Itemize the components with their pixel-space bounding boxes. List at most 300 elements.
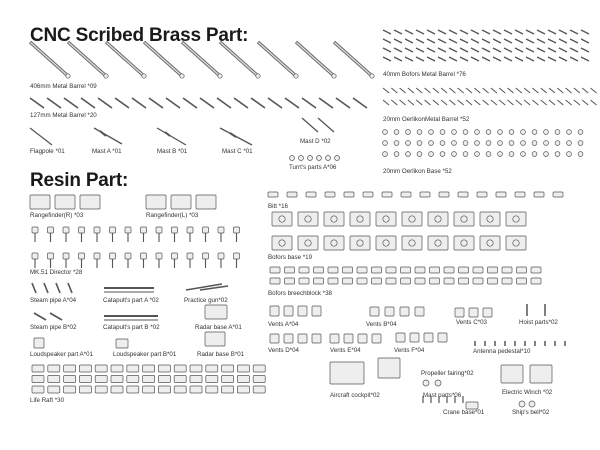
- mk51-director: [156, 253, 162, 259]
- mk51-director: [63, 227, 69, 233]
- oerlikon-base: [567, 141, 572, 146]
- bofors-barrel: [438, 48, 446, 52]
- bofors-barrel: [394, 30, 402, 34]
- mast-a: [94, 128, 122, 144]
- bofors-breechblock: [372, 267, 382, 273]
- life-raft: [32, 376, 44, 383]
- life-raft: [79, 376, 91, 383]
- mk51-director: [187, 253, 193, 259]
- bofors-breechblock: [473, 278, 483, 284]
- mk51-director: [79, 253, 85, 259]
- oerlikon-base: [509, 152, 514, 157]
- label-mast-parts: Mast parts*06: [423, 392, 462, 399]
- bofors-breechblock: [531, 278, 541, 284]
- bofors-barrel: [515, 39, 523, 43]
- oerlikon-barrel: [408, 88, 414, 93]
- bofors-barrel: [416, 57, 424, 61]
- mk51-director: [187, 227, 193, 233]
- bofors-breechblock: [299, 278, 309, 284]
- bofors-barrel: [559, 30, 567, 34]
- oerlikon-barrel: [516, 88, 522, 93]
- life-raft: [158, 376, 170, 383]
- oerlikon-barrel: [508, 88, 514, 93]
- label-crane-base: Crane base*01: [443, 409, 485, 416]
- barrel-127mm: [98, 98, 112, 108]
- oerlikon-base: [521, 141, 526, 146]
- turret-part: [326, 156, 331, 161]
- bofors-barrel: [471, 39, 479, 43]
- vents-e: [358, 334, 367, 343]
- label-127mm-barrel: 127mm Metal Barrel *20: [30, 112, 97, 119]
- vents-d: [298, 334, 307, 343]
- mast-b: [157, 128, 186, 145]
- oerlikon-barrel: [582, 88, 588, 93]
- vents-c: [483, 308, 492, 317]
- radar-base-b: [205, 332, 225, 346]
- life-raft: [127, 386, 139, 393]
- vents-d: [312, 334, 321, 343]
- bofors-barrel: [394, 39, 402, 43]
- label-aircraft-cockpit: Aircraft cockpit*02: [330, 392, 380, 399]
- barrel-127mm: [81, 98, 95, 108]
- oerlikon-barrel: [491, 88, 497, 93]
- mk51-director: [234, 253, 240, 259]
- life-raft: [190, 365, 202, 372]
- ships-bell: [529, 401, 535, 407]
- oerlikon-base: [544, 152, 549, 157]
- vents-a: [284, 306, 293, 316]
- life-raft: [48, 365, 60, 372]
- oerlikon-barrel: [400, 100, 406, 105]
- bofors-breechblock: [473, 267, 483, 273]
- oerlikon-barrel: [499, 100, 505, 105]
- bitt: [515, 192, 525, 197]
- life-raft: [48, 376, 60, 383]
- life-raft: [174, 365, 186, 372]
- mk51-director: [48, 227, 54, 233]
- oerlikon-barrel: [541, 100, 547, 105]
- life-raft: [143, 365, 155, 372]
- life-raft: [95, 365, 107, 372]
- life-raft: [206, 376, 218, 383]
- oerlikon-barrel: [466, 88, 472, 93]
- steam-pipe-b: [50, 313, 62, 320]
- oerlikon-barrel: [549, 100, 555, 105]
- bofors-barrel: [526, 39, 534, 43]
- crane-base: [466, 402, 478, 409]
- oerlikon-barrel: [416, 88, 422, 93]
- bofors-barrel: [427, 57, 435, 61]
- turret-part: [308, 156, 313, 161]
- bofors-barrel: [537, 48, 545, 52]
- vents-b: [370, 307, 379, 316]
- bofors-barrel: [482, 30, 490, 34]
- label-antenna-pedestal: Antenna pedestal*10: [473, 348, 531, 355]
- oerlikon-barrel: [449, 88, 455, 93]
- barrel-127mm: [64, 98, 78, 108]
- oerlikon-base: [383, 152, 388, 157]
- oerlikon-barrel: [566, 100, 572, 105]
- life-raft: [190, 386, 202, 393]
- bofors-barrel: [416, 48, 424, 52]
- oerlikon-base: [532, 130, 537, 135]
- life-raft: [158, 386, 170, 393]
- bofors-barrel: [416, 39, 424, 43]
- life-raft: [64, 376, 76, 383]
- life-raft: [32, 386, 44, 393]
- bofors-breechblock: [357, 278, 367, 284]
- bofors-breechblock: [314, 267, 324, 273]
- barrel-127mm: [251, 98, 265, 108]
- label-oerlikon-barrel: 20mm OerlikonMetal Barrel *52: [383, 116, 470, 123]
- vents-f: [438, 333, 447, 342]
- rangefinder-r: [55, 195, 75, 209]
- bofors-barrel: [427, 48, 435, 52]
- bofors-barrel: [570, 30, 578, 34]
- turret-part: [335, 156, 340, 161]
- turret-part: [317, 156, 322, 161]
- bofors-barrel: [482, 48, 490, 52]
- oerlikon-barrel: [508, 100, 514, 105]
- oerlikon-base: [567, 130, 572, 135]
- bofors-barrel: [405, 39, 413, 43]
- oerlikon-barrel: [400, 88, 406, 93]
- bofors-barrel: [416, 30, 424, 34]
- oerlikon-base: [463, 130, 468, 135]
- bofors-barrel: [526, 30, 534, 34]
- barrel-127mm: [319, 98, 333, 108]
- bofors-barrel: [548, 57, 556, 61]
- label-electric-winch: Electric Winch *02: [502, 389, 553, 396]
- bofors-barrel: [515, 48, 523, 52]
- oerlikon-base: [532, 141, 537, 146]
- bofors-barrel: [526, 48, 534, 52]
- bitt: [534, 192, 544, 197]
- oerlikon-base: [417, 141, 422, 146]
- oerlikon-base: [509, 130, 514, 135]
- mk51-director: [218, 227, 224, 233]
- bofors-breechblock: [328, 278, 338, 284]
- oerlikon-barrel: [582, 100, 588, 105]
- bofors-barrel: [394, 57, 402, 61]
- bofors-barrel: [504, 39, 512, 43]
- oerlikon-barrel: [541, 88, 547, 93]
- mk51-director: [32, 253, 38, 259]
- oerlikon-barrel: [483, 88, 489, 93]
- barrel-127mm: [353, 98, 367, 108]
- bofors-barrel: [559, 39, 567, 43]
- steam-pipe-a: [56, 283, 60, 293]
- life-raft: [64, 386, 76, 393]
- bofors-barrel: [504, 30, 512, 34]
- bofors-breechblock: [415, 278, 425, 284]
- oerlikon-base: [452, 141, 457, 146]
- resin-section-title: Resin Part:: [30, 170, 129, 191]
- oerlikon-barrel: [425, 100, 431, 105]
- vents-b: [400, 307, 409, 316]
- mk51-director: [203, 253, 209, 259]
- oerlikon-barrel: [566, 88, 572, 93]
- oerlikon-barrel: [408, 100, 414, 105]
- oerlikon-base: [440, 130, 445, 135]
- oerlikon-base: [475, 141, 480, 146]
- label-vents-e: Vents E*04: [330, 347, 361, 354]
- mk51-director: [234, 227, 240, 233]
- life-raft: [64, 365, 76, 372]
- loudspeaker-part-a: [34, 338, 44, 348]
- label-radar-base-a: Radar base A*01: [195, 324, 242, 331]
- vents-a: [298, 306, 307, 316]
- oerlikon-base: [578, 130, 583, 135]
- bofors-barrel: [537, 39, 545, 43]
- barrel-127mm: [166, 98, 180, 108]
- vents-f: [424, 333, 433, 342]
- oerlikon-base: [452, 152, 457, 157]
- oerlikon-base: [555, 130, 560, 135]
- rangefinder-l: [146, 195, 166, 209]
- bofors-barrel: [559, 48, 567, 52]
- bofors-breechblock: [531, 267, 541, 273]
- turret-part: [299, 156, 304, 161]
- bofors-barrel: [548, 39, 556, 43]
- mk51-director: [63, 253, 69, 259]
- life-raft: [237, 365, 249, 372]
- mk51-director: [125, 253, 131, 259]
- oerlikon-barrel: [491, 100, 497, 105]
- bofors-breechblock: [517, 267, 527, 273]
- oerlikon-barrel: [441, 100, 447, 105]
- life-raft: [237, 386, 249, 393]
- bofors-barrel: [460, 30, 468, 34]
- bofors-breechblock: [372, 278, 382, 284]
- bofors-breechblock: [502, 278, 512, 284]
- barrel-127mm: [302, 98, 316, 108]
- bitt: [401, 192, 411, 197]
- label-bofors-barrel: 40mm Bofors Metal Barrel *76: [383, 71, 466, 78]
- oerlikon-base: [475, 130, 480, 135]
- bofors-barrel: [515, 57, 523, 61]
- bofors-barrel: [438, 57, 446, 61]
- label-rangefinder-r: Rangefinder(R) *03: [30, 212, 84, 219]
- vents-e: [372, 334, 381, 343]
- vents-b: [385, 307, 394, 316]
- oerlikon-barrel: [591, 88, 597, 93]
- propeller-fairing: [435, 380, 441, 386]
- bofors-barrel: [548, 30, 556, 34]
- oerlikon-base: [498, 141, 503, 146]
- oerlikon-barrel: [532, 88, 538, 93]
- oerlikon-base: [544, 130, 549, 135]
- bitt: [363, 192, 373, 197]
- rangefinder-l: [171, 195, 191, 209]
- oerlikon-barrel: [425, 88, 431, 93]
- bofors-breechblock: [415, 267, 425, 273]
- label-bofors-base: Bofors base *19: [268, 254, 313, 261]
- oerlikon-barrel: [391, 88, 397, 93]
- aircraft-cockpit: [378, 358, 400, 378]
- label-life-raft: Life Raft *30: [30, 397, 65, 404]
- label-steam-pipe-b: Steam pipe B*02: [30, 324, 77, 331]
- life-raft: [222, 386, 234, 393]
- loudspeaker-part-b: [116, 339, 128, 348]
- oerlikon-barrel: [516, 100, 522, 105]
- oerlikon-barrel: [499, 88, 505, 93]
- label-catapult-a: Catapult's part A *02: [103, 297, 159, 304]
- bitt: [325, 192, 335, 197]
- bofors-barrel: [482, 39, 490, 43]
- life-raft: [253, 365, 265, 372]
- radar-base-a: [205, 305, 227, 319]
- oerlikon-barrel: [591, 100, 597, 105]
- mk51-director: [172, 253, 178, 259]
- oerlikon-base: [440, 152, 445, 157]
- bofors-breechblock: [444, 267, 454, 273]
- bitt: [344, 192, 354, 197]
- bofors-breechblock: [285, 267, 295, 273]
- life-raft: [222, 376, 234, 383]
- mk51-director: [218, 253, 224, 259]
- life-raft: [143, 376, 155, 383]
- vents-b: [415, 307, 424, 316]
- ships-bell: [519, 401, 525, 407]
- barrel-127mm: [115, 98, 129, 108]
- bofors-breechblock: [343, 267, 353, 273]
- life-raft: [143, 386, 155, 393]
- bofors-barrel: [471, 30, 479, 34]
- label-mast-a: Mast A *01: [92, 148, 122, 155]
- bofors-breechblock: [459, 267, 469, 273]
- barrel-127mm: [234, 98, 248, 108]
- barrel-127mm: [217, 98, 231, 108]
- oerlikon-base: [383, 130, 388, 135]
- label-bitt: Bitt *16: [268, 203, 288, 210]
- oerlikon-base: [406, 130, 411, 135]
- oerlikon-barrel: [574, 100, 580, 105]
- steam-pipe-a: [68, 283, 72, 293]
- mk51-director: [48, 253, 54, 259]
- oerlikon-base: [394, 130, 399, 135]
- bofors-barrel: [449, 57, 457, 61]
- label-oerlikon-base: 20mm Oerlikon Base *52: [383, 168, 452, 175]
- mk51-director: [32, 227, 38, 233]
- mast-d: [302, 118, 318, 132]
- bitt: [287, 192, 297, 197]
- vents-f: [410, 333, 419, 342]
- bofors-breechblock: [401, 267, 411, 273]
- bofors-barrel: [482, 57, 490, 61]
- turret-part: [290, 156, 295, 161]
- brass-section-title: CNC Scribed Brass Part:: [30, 25, 249, 46]
- oerlikon-base: [509, 141, 514, 146]
- bofors-breechblock: [401, 278, 411, 284]
- bofors-barrel: [438, 39, 446, 43]
- bofors-breechblock: [444, 278, 454, 284]
- label-vents-b: Vents B*04: [366, 321, 397, 328]
- oerlikon-barrel: [449, 100, 455, 105]
- bitt: [496, 192, 506, 197]
- bofors-barrel: [383, 30, 391, 34]
- steam-pipe-a: [32, 283, 36, 293]
- oerlikon-barrel: [474, 88, 480, 93]
- bofors-barrel: [383, 39, 391, 43]
- bofors-breechblock: [488, 278, 498, 284]
- mast-d: [318, 118, 334, 132]
- bofors-barrel: [493, 57, 501, 61]
- oerlikon-base: [440, 141, 445, 146]
- vents-c: [469, 308, 478, 317]
- label-catapult-b: Catapult's part B *02: [103, 324, 160, 331]
- oerlikon-base: [567, 152, 572, 157]
- barrel-127mm: [200, 98, 214, 108]
- mk51-director: [141, 227, 147, 233]
- life-raft: [95, 386, 107, 393]
- oerlikon-base: [429, 130, 434, 135]
- oerlikon-barrel: [416, 100, 422, 105]
- bofors-barrel: [405, 57, 413, 61]
- bofors-breechblock: [285, 278, 295, 284]
- bofors-breechblock: [343, 278, 353, 284]
- oerlikon-base: [394, 152, 399, 157]
- bofors-barrel: [449, 48, 457, 52]
- bofors-breechblock: [459, 278, 469, 284]
- mk51-director: [94, 253, 100, 259]
- bofors-barrel: [537, 57, 545, 61]
- bofors-barrel: [570, 48, 578, 52]
- oerlikon-base: [521, 152, 526, 157]
- bofors-barrel: [405, 48, 413, 52]
- bofors-barrel: [383, 48, 391, 52]
- label-loudspeaker-b: Loudspeaker part B*01: [113, 351, 177, 358]
- mk51-director: [203, 227, 209, 233]
- bofors-barrel: [570, 57, 578, 61]
- label-vents-d: Vents D*04: [268, 347, 299, 354]
- bofors-barrel: [493, 30, 501, 34]
- bofors-barrel: [581, 48, 589, 52]
- bofors-barrel: [460, 57, 468, 61]
- vents-d: [284, 334, 293, 343]
- oerlikon-barrel: [441, 88, 447, 93]
- label-practice-gun: Practice gun*02: [184, 297, 228, 304]
- oerlikon-barrel: [549, 88, 555, 93]
- mk51-director: [94, 227, 100, 233]
- oerlikon-base: [555, 141, 560, 146]
- aircraft-cockpit: [330, 362, 364, 384]
- bofors-barrel: [581, 30, 589, 34]
- life-raft: [79, 365, 91, 372]
- label-turrets: Turrt's parts A*06: [289, 164, 337, 171]
- oerlikon-base: [463, 141, 468, 146]
- bofors-barrel: [493, 39, 501, 43]
- bofors-breechblock: [299, 267, 309, 273]
- oerlikon-base: [486, 141, 491, 146]
- life-raft: [48, 386, 60, 393]
- oerlikon-barrel: [532, 100, 538, 105]
- bofors-barrel: [438, 30, 446, 34]
- bitt: [477, 192, 487, 197]
- bofors-barrel: [427, 30, 435, 34]
- bitt: [382, 192, 392, 197]
- oerlikon-base: [498, 152, 503, 157]
- mk51-director: [125, 227, 131, 233]
- flagpole: [30, 128, 52, 145]
- life-raft: [174, 386, 186, 393]
- bofors-barrel: [570, 39, 578, 43]
- bofors-barrel: [471, 57, 479, 61]
- oerlikon-base: [429, 141, 434, 146]
- vents-a: [270, 306, 279, 316]
- barrel-127mm: [336, 98, 350, 108]
- oerlikon-base: [555, 152, 560, 157]
